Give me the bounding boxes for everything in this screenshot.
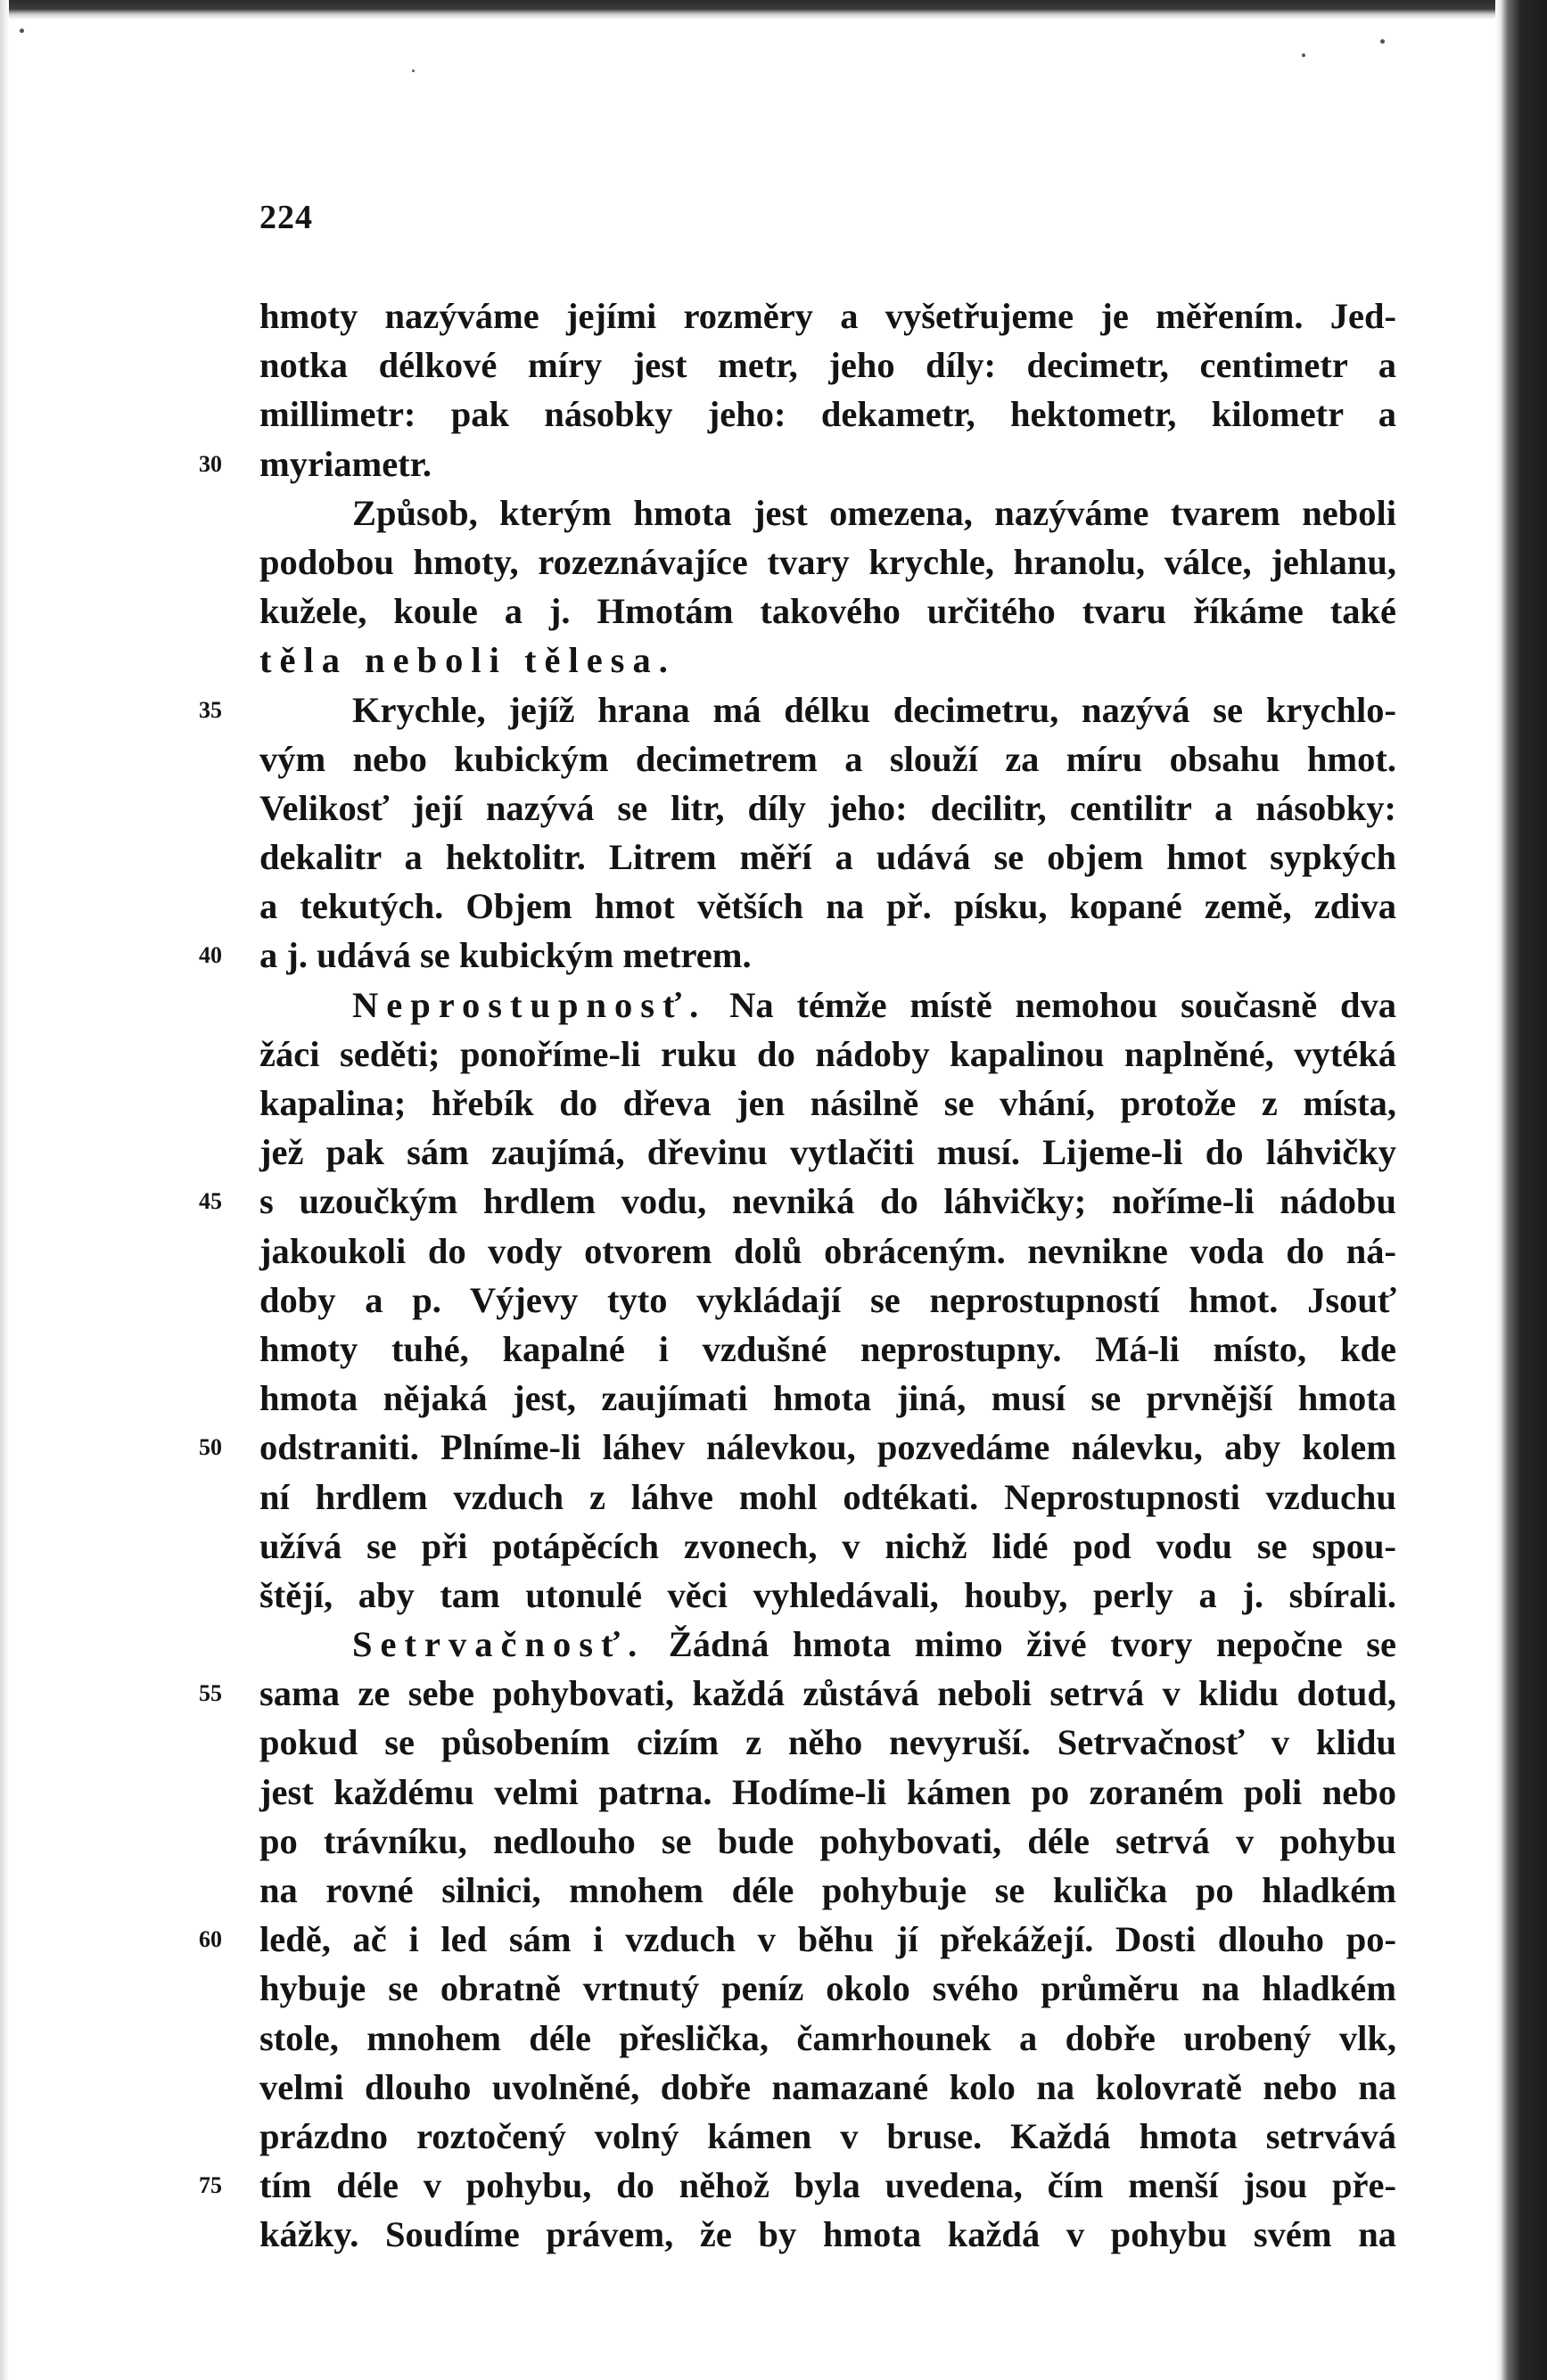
text-line: [259, 488, 1396, 538]
text-line: [199, 1669, 1396, 1718]
text-line: [259, 587, 1396, 636]
line-text: dekalitr a hektolitr. Litrem měří a udává se objem hmot sypkých: [259, 837, 1396, 878]
spaced-heading-word: Setrvačnosť.: [352, 1624, 646, 1665]
line-text: jest každému velmi patrna. Hodíme-li kámen po zoraném poli nebo: [259, 1771, 1396, 1812]
text-line: [259, 1128, 1396, 1177]
text-line: [259, 1079, 1396, 1128]
text-line: [259, 784, 1396, 833]
text-line: [199, 1915, 1396, 1964]
scan-speck: [20, 29, 24, 33]
scan-right-border: [1495, 0, 1547, 2380]
line-text: millimetr: pak násobky jeho: dekametr, hektometr, kilometr a: [259, 394, 1396, 435]
line-text: na rovné silnici, mnohem déle pohybuje se kulička po hladkém: [259, 1870, 1396, 1910]
spaced-heading-word: Neprostupnosť.: [352, 984, 707, 1025]
line-text: pokud se působením cizím z něho nevyruší. Setrvačnosť v klidu: [259, 1722, 1396, 1763]
text-line: [199, 931, 1396, 980]
line-text: s uzoučkým hrdlem vodu, nevniká do láhvičky; noříme-li nádobu: [259, 1181, 1396, 1222]
scan-speck: [412, 70, 415, 72]
line-text: podobou hmoty, rozeznávajíce tvary krychle, hranolu, válce, jehlanu,: [259, 541, 1396, 582]
line-text: ní hrdlem vzduch z láhve mohl odtékati. Neprostupnosti vzduchu: [259, 1476, 1396, 1517]
text-line: [259, 291, 1396, 341]
line-text: Velikosť její nazývá se litr, díly jeho: decilitr, centilitr a násobky:: [259, 787, 1396, 828]
text-line: [259, 1620, 1396, 1669]
line-text: ledě, ač i led sám i vzduch v běhu jí překážejí. Dosti dlouho po-: [259, 1919, 1396, 1960]
scan-speck: [1302, 53, 1305, 57]
line-text: jakoukoli do vody otvorem dolů obráceným. nevnikne voda do ná-: [259, 1230, 1396, 1271]
line-text: užívá se při potápěcích zvonech, v nichž lidé pod vodu se spou-: [259, 1525, 1396, 1566]
text-line: [259, 1030, 1396, 1079]
line-text: Krychle, jejíž hrana má délku decimetru, nazývá se krychlo-: [352, 689, 1396, 730]
line-text: hybuje se obratně vrtnutý peníz okolo svého průměru na hladkém: [259, 1968, 1396, 2009]
line-number: 50: [199, 1434, 222, 1461]
text-line: [199, 2161, 1396, 2210]
scan-speck: [1380, 39, 1385, 44]
text-line: [259, 1325, 1396, 1374]
text-line: [259, 1718, 1396, 1767]
text-line: [259, 882, 1396, 931]
line-text: hmoty nazýváme jejími rozměry a vyšetřujeme je měřením. Jed-: [259, 296, 1396, 336]
text-line: [259, 2112, 1396, 2161]
line-text: hmoty tuhé, kapalné i vzdušné neprostupny. Má-li místo, kde: [259, 1328, 1396, 1369]
line-text: velmi dlouho uvolněné, dobře namazané kolo na kolovratě nebo na: [259, 2066, 1396, 2107]
line-text: kážky. Soudíme právem, že by hmota každá v pohybu svém na: [259, 2214, 1396, 2255]
text-line: [199, 439, 1396, 488]
text-line: [259, 341, 1396, 390]
line-text: Žádná hmota mimo živé tvory nepočne se: [645, 1624, 1396, 1665]
line-number: 35: [199, 696, 222, 723]
line-text: kužele, koule a j. Hmotám takového určitého tvaru říkáme také: [259, 591, 1396, 632]
line-number: 40: [199, 942, 222, 969]
text-line: [259, 735, 1396, 784]
text-line: [259, 636, 1396, 685]
text-line: [259, 981, 1396, 1030]
line-text: a tekutých. Objem hmot větších na př. písku, kopané země, zdiva: [259, 886, 1396, 927]
scan-top-border: [0, 0, 1547, 20]
text-line: [259, 2210, 1396, 2259]
line-number: 55: [199, 1680, 222, 1707]
line-text: štějí, aby tam utonulé věci vyhledávali, houby, perly a j. sbírali.: [259, 1574, 1396, 1615]
text-line: [259, 390, 1396, 439]
line-text: myriametr.: [259, 443, 432, 484]
line-text: a j. udává se kubickým metrem.: [259, 935, 752, 976]
text-line: [259, 1374, 1396, 1423]
text-line: [259, 1571, 1396, 1620]
scan-left-edge: [0, 0, 9, 2380]
line-text: Způsob, kterým hmota jest omezena, nazýváme tvarem neboli: [352, 492, 1396, 533]
page-number: 224: [259, 199, 313, 236]
text-line: [199, 685, 1396, 735]
text-line: [259, 2014, 1396, 2063]
line-text: prázdno roztočený volný kámen v bruse. Každá hmota setrvává: [259, 2115, 1396, 2156]
line-text: jež pak sám zaujímá, dřevinu vytlačiti musí. Lijeme-li do láhvičky: [259, 1132, 1396, 1173]
text-line: [259, 1817, 1396, 1866]
line-text: žáci seděti; ponoříme-li ruku do nádoby kapalinou naplněné, vytéká: [259, 1033, 1396, 1074]
line-text: odstraniti. Plníme-li láhev nálevkou, pozvedáme nálevku, aby kolem: [259, 1427, 1396, 1468]
line-text: doby a p. Výjevy tyto vykládají se neprostupností hmot. Jsouť: [259, 1279, 1396, 1320]
text-line: [259, 1866, 1396, 1915]
line-text: tím déle v pohybu, do něhož byla uvedena, čím menší jsou pře-: [259, 2165, 1396, 2206]
line-text: těla neboli tělesa.: [259, 640, 676, 681]
text-line: [259, 1768, 1396, 1817]
body-text: [199, 291, 1396, 2260]
text-line: [259, 833, 1396, 882]
line-text: hmota nějaká jest, zaujímati hmota jiná, musí se prvnější hmota: [259, 1378, 1396, 1419]
line-text: kapalina; hřebík do dřeva jen násilně se vhání, protože z místa,: [259, 1083, 1396, 1123]
line-text: vým nebo kubickým decimetrem a slouží za míru obsahu hmot.: [259, 738, 1396, 779]
line-text: Na témže místě nemohou současně dva: [706, 984, 1396, 1025]
line-text: notka délkové míry jest metr, jeho díly: decimetr, centimetr a: [259, 345, 1396, 386]
text-line: [199, 1177, 1396, 1226]
line-number: 30: [199, 450, 222, 477]
line-number: 75: [199, 2172, 222, 2199]
line-text: stole, mnohem déle přeslička, čamrhounek a dobře urobený vlk,: [259, 2017, 1396, 2058]
line-text: po trávníku, nedlouho se bude pohybovati, déle setrvá v pohybu: [259, 1820, 1396, 1861]
line-number: 60: [199, 1926, 222, 1953]
text-line: [259, 2063, 1396, 2112]
line-number: 45: [199, 1188, 222, 1215]
text-line: [259, 1964, 1396, 2013]
line-text: sama ze sebe pohybovati, každá zůstává neboli setrvá v klidu dotud,: [259, 1673, 1396, 1714]
text-line: [259, 1473, 1396, 1522]
text-line: [259, 1522, 1396, 1571]
text-line: [259, 1276, 1396, 1325]
text-line: [259, 1227, 1396, 1276]
text-line: [259, 538, 1396, 587]
text-line: [199, 1423, 1396, 1472]
